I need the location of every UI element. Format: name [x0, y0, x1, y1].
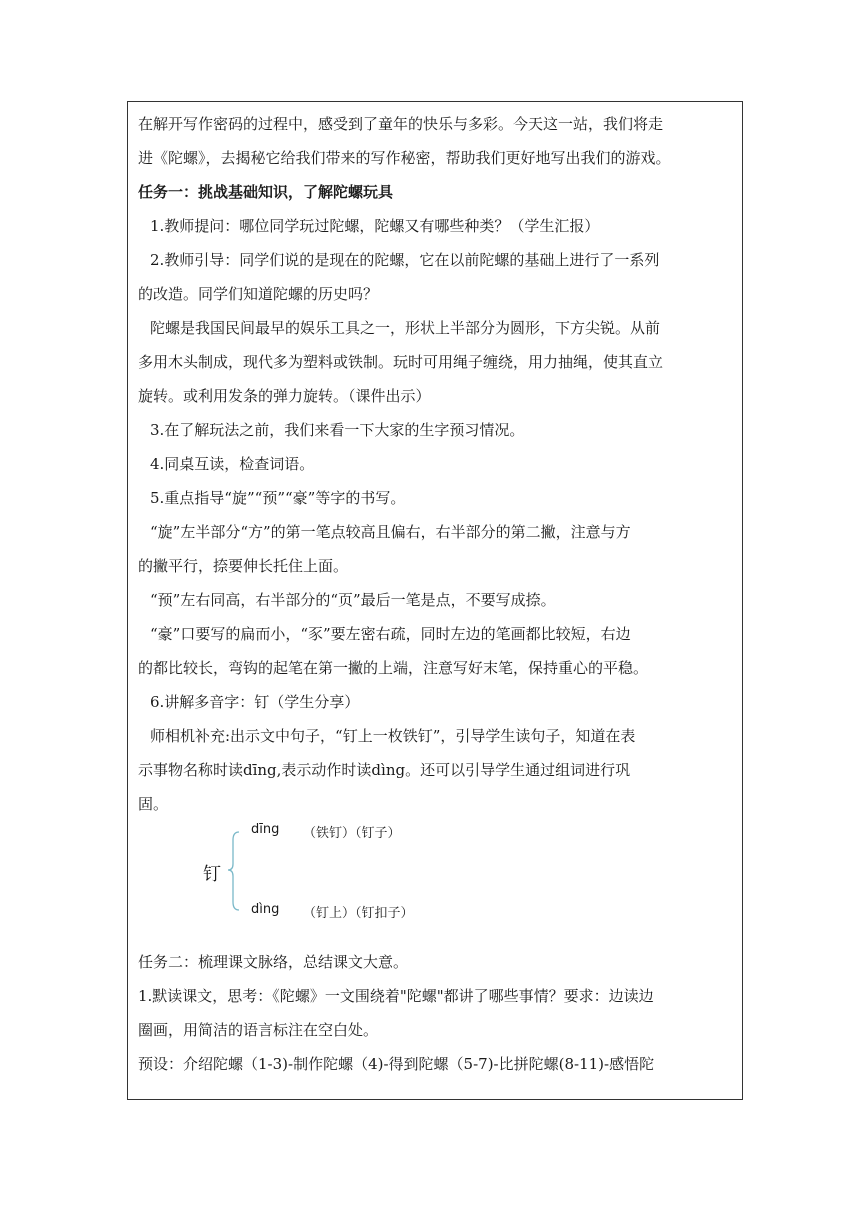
paragraph-line: 在解开写作密码的过程中，感受到了童年的快乐与多彩。今天这一站，我们将走 [138, 115, 664, 133]
yu-note: “预”左右同高，右半部分的“页”最后一笔是点，不要写成捺。 [150, 591, 556, 609]
reading-task-line1: 1.默读课文，思考：《陀螺》一文围绕着"陀螺"都讲了哪些事情？要求：边读边 [138, 987, 654, 1005]
preset-line: 预设：介绍陀螺（1-3)-制作陀螺（4)-得到陀螺（5-7)-比拼陀螺(8-11)-感悟陀 [138, 1055, 655, 1073]
step-2-line2: 的改造。同学们知道陀螺的历史吗？ [138, 285, 379, 303]
words-2: （钉上）（钉扣子） [303, 906, 414, 921]
teacher-note-line1: 师相机补充:出示文中句子，“钉上一枚铁钉”，引导学生读句子，知道在表 [150, 727, 636, 745]
task2-heading: 任务二：梳理课文脉络，总结课文大意。 [138, 953, 409, 971]
history-line1: 陀螺是我国民间最早的娱乐工具之一，形状上半部分为圆形，下方尖锐。从前 [150, 319, 661, 337]
step-6: 6.讲解多音字：钉（学生分享） [150, 693, 360, 711]
step-4: 4.同桌互读，检查词语。 [150, 455, 315, 473]
teacher-note-line3: 固。 [138, 795, 169, 813]
paragraph-line: 进《陀螺》，去揭秘它给我们带来的写作秘密，帮助我们更好地写出我们的游戏。 [138, 149, 671, 167]
xuan-note-line2: 的撇平行，捺要伸长托住上面。 [138, 557, 349, 575]
history-line2: 多用木头制成，现代多为塑料或铁制。玩时可用绳子缠绕，用力抽绳，使其直立 [138, 353, 664, 371]
task1-heading: 任务一：挑战基础知识，了解陀螺玩具 [138, 183, 394, 201]
words-1: （铁钉）（钉子） [303, 826, 401, 841]
step-5: 5.重点指导“旋”“预”“豪”等字的书写。 [150, 489, 406, 507]
history-line3: 旋转。或利用发条的弹力旋转。（课件出示） [138, 387, 431, 405]
teacher-note-line2: 示事物名称时读dīng,表示动作时读dìng。还可以引导学生通过组词进行巩 [138, 761, 631, 779]
xuan-note-line1: “旋”左半部分“方”的第一笔点较高且偏右，右半部分的第二撇，注意与方 [150, 523, 631, 541]
reading-task-line2: 圈画，用简洁的语言标注在空白处。 [138, 1021, 379, 1039]
reading-2: dìng [251, 902, 280, 917]
step-2-line1: 2.教师引导：同学们说的是现在的陀螺，它在以前陀螺的基础上进行了一系列 [150, 251, 660, 269]
step-3: 3.在了解玩法之前，我们来看一下大家的生字预习情况。 [150, 421, 525, 439]
step-1: 1.教师提问：哪位同学玩过陀螺，陀螺又有哪些种类？（学生汇报） [150, 217, 600, 235]
polyphone-char: 钉 [203, 864, 221, 885]
reading-1: dīng [251, 822, 280, 837]
polyphone-diagram [195, 810, 455, 930]
hao-note-line1: “豪”口要写的扁而小，“豕”要左密右疏，同时左边的笔画都比较短，右边 [150, 625, 631, 643]
hao-note-line2: 的都比较长，弯钩的起笔在第一撇的上端，注意写好末笔，保持重心的平稳。 [138, 659, 649, 677]
